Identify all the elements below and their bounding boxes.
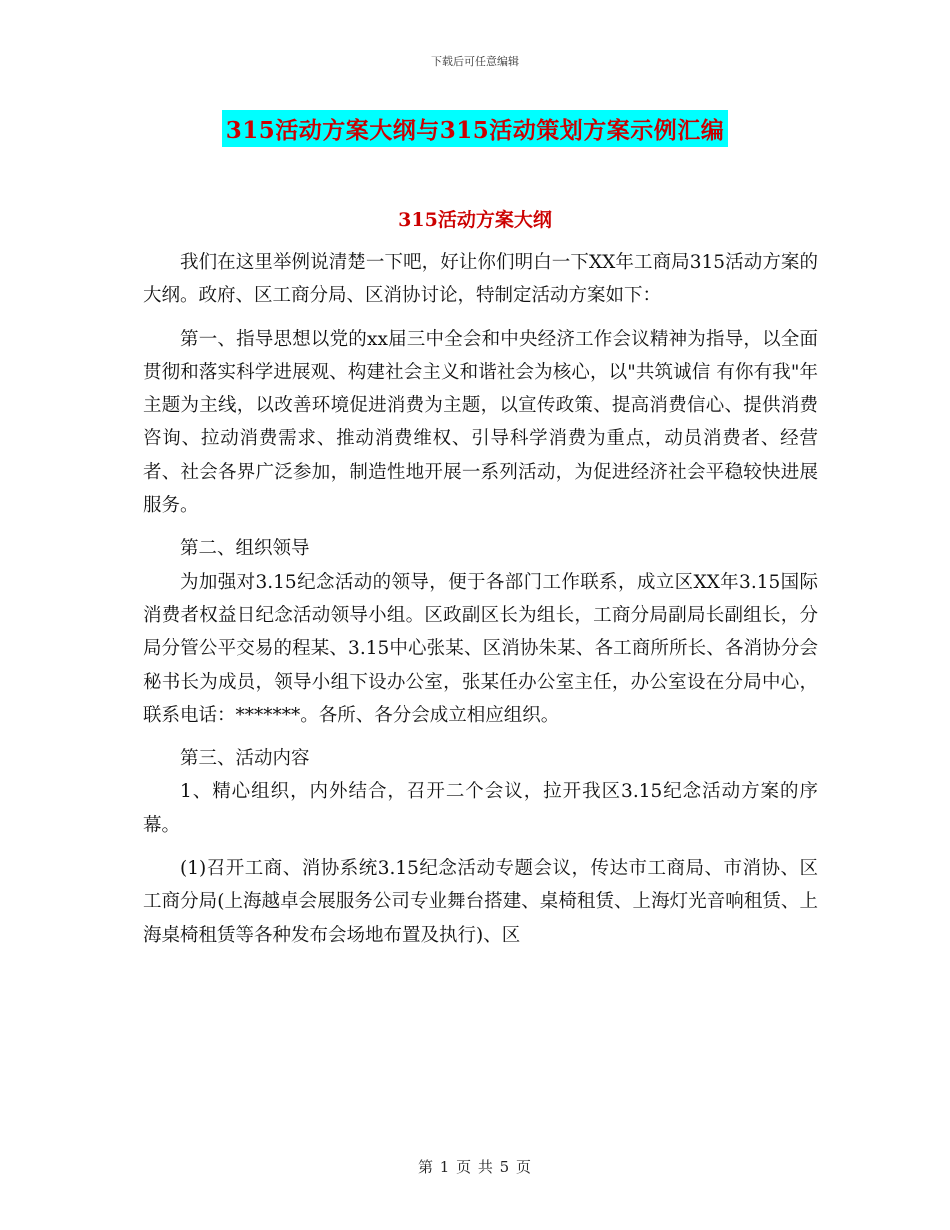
paragraph-organization: 为加强对3.15纪念活动的领导，便于各部门工作联系，成立区XX年3.15国际消费者权益日纪念活动领导小组。区政副区长为组长，工商分局副局长副组长，分局分管公平交易的程某、3.15中心张某、区消协朱某、各工商所所长、各消协分会秘书长为成员，领导小组下设办公室，张某任办公室主任，办公室设在分局中心，联系电话：*******。各所、各分会成立相应组织。 — [143, 571, 818, 726]
heading-activity-content: 第三、活动内容 — [180, 748, 310, 770]
paragraph-guiding-ideology: 第一、指导思想以党的xx届三中全会和中央经济工作会议精神为指导，以全面贯彻和落实科学进展观、构建社会主义和谐社会为核心，以"共筑诚信 有你有我"年主题为主线，以改善环境促进消费为主题，以宣传政策、提高消费信心、提供消费咨询、拉动消费需求、推动消费维权、引导科学消费为重点，动员消费者、经营者、社会各界广泛参加，制造性地开展一系列活动，为促进经济社会平稳较快进展服务。 — [143, 328, 818, 517]
paragraph-activity-1-1: (1)召开工商、消协系统3.15纪念活动专题会议，传达市工商局、市消协、区工商分局(上海越卓会展服务公司专业舞台搭建、桌椅租赁、上海灯光音响租赁、上海桌椅租赁等各种发布会场地布置及执行)、区 — [143, 858, 818, 946]
heading-organization: 第二、组织领导 — [180, 538, 310, 560]
section-title: 315活动方案大纲 — [398, 209, 552, 231]
document-body — [143, 246, 818, 962]
header-note: 下载后可任意编辑 — [431, 55, 519, 68]
page-number-footer: 第 1 页 共 5 页 — [418, 1158, 532, 1176]
paragraph-activity-1: 1、精心组织，内外结合，召开二个会议，拉开我区3.15纪念活动方案的序幕。 — [143, 781, 818, 836]
main-title-wrap — [0, 110, 950, 147]
main-title: 315活动方案大纲与315活动策划方案示例汇编 — [222, 110, 729, 147]
paragraph-intro: 我们在这里举例说清楚一下吧，好让你们明白一下XX年工商局315活动方案的大纲。政府、区工商分局、区消协讨论，特制定活动方案如下： — [143, 252, 818, 307]
